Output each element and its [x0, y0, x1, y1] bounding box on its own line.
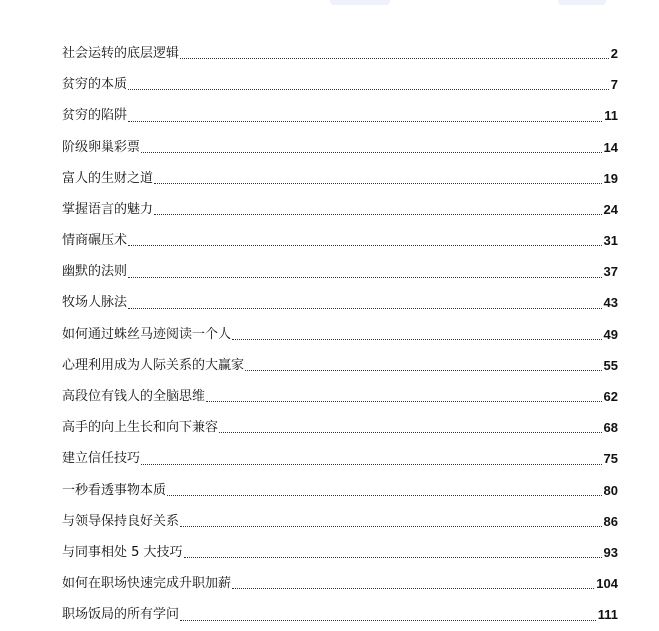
- toc-entry-page: 11: [604, 108, 618, 124]
- toc-entry-title: 一秒看透事物本质: [62, 482, 167, 498]
- toc-leader-dots: [184, 557, 602, 558]
- toc-entry-title: 牧场人脉法: [62, 295, 128, 311]
- toc-leader-dots: [245, 370, 602, 371]
- toc-entry-page: 43: [603, 295, 618, 311]
- toc-entry-page: 75: [603, 451, 618, 467]
- toc-entry-page: 62: [603, 389, 618, 405]
- toc-entry[interactable]: [62, 256, 618, 287]
- toc-entry-page: 86: [603, 513, 618, 529]
- toc-entry[interactable]: [62, 412, 618, 443]
- toc-leader-dots: [128, 245, 602, 246]
- toc-entry[interactable]: [62, 381, 618, 412]
- toc-entry[interactable]: [62, 163, 618, 194]
- toc-entry[interactable]: [62, 132, 618, 163]
- toc-entry-title: 社会运转的底层逻辑: [62, 45, 180, 61]
- toc-entry-title: 贫穷的本质: [62, 77, 128, 93]
- toc-leader-dots: [232, 339, 602, 340]
- toc-leader-dots: [180, 58, 609, 59]
- toc-entry-page: 31: [603, 233, 618, 249]
- toc-entry-page: 80: [603, 482, 618, 498]
- toc-entry-page: 14: [603, 139, 618, 155]
- toc-entry-page: 68: [603, 420, 618, 436]
- toc-leader-dots: [219, 432, 602, 433]
- toc-leader-dots: [141, 464, 602, 465]
- toc-entry[interactable]: [62, 194, 618, 225]
- toc-leader-dots: [167, 495, 602, 496]
- toc-entry[interactable]: [62, 225, 618, 256]
- toc-entry-page: 111: [597, 607, 618, 623]
- toc-entry-title: 幽默的法则: [62, 264, 128, 280]
- toc-entry-title: 阶级卵巢彩票: [62, 139, 141, 155]
- toc-leader-dots: [141, 152, 602, 153]
- toc-entry[interactable]: [62, 568, 618, 599]
- toc-entry[interactable]: [62, 100, 618, 131]
- table-of-contents: [62, 38, 618, 631]
- toc-entry-title: 如何在职场快速完成升职加薪: [62, 576, 232, 592]
- toc-entry-title: 高段位有钱人的全脑思维: [62, 389, 206, 405]
- toc-entry[interactable]: [62, 350, 618, 381]
- toc-entry-title: 掌握语言的魅力: [62, 201, 154, 217]
- top-tab-decoration: [330, 0, 390, 5]
- toc-entry[interactable]: [62, 599, 618, 630]
- toc-entry[interactable]: [62, 443, 618, 474]
- toc-entry-title: 情商碾压术: [62, 233, 128, 249]
- toc-leader-dots: [180, 526, 602, 527]
- toc-entry-page: 2: [610, 45, 618, 61]
- toc-entry-title: 富人的生财之道: [62, 170, 154, 186]
- toc-leader-dots: [206, 401, 602, 402]
- toc-entry-page: 24: [603, 201, 618, 217]
- toc-entry[interactable]: [62, 537, 618, 568]
- toc-leader-dots: [128, 89, 609, 90]
- toc-entry[interactable]: [62, 69, 618, 100]
- toc-entry-title: 与同事相处 5 大技巧: [62, 544, 183, 560]
- toc-leader-dots: [128, 308, 602, 309]
- toc-entry[interactable]: [62, 506, 618, 537]
- toc-leader-dots: [128, 277, 602, 278]
- toc-entry-title: 职场饭局的所有学问: [62, 607, 180, 623]
- toc-leader-dots: [232, 588, 594, 589]
- toc-entry-page: 19: [603, 170, 618, 186]
- top-tab-decoration: [558, 0, 606, 5]
- toc-entry-title: 如何通过蛛丝马迹阅读一个人: [62, 326, 232, 342]
- toc-entry[interactable]: [62, 288, 618, 319]
- toc-leader-dots: [154, 183, 602, 184]
- toc-entry-page: 93: [603, 544, 618, 560]
- toc-entry-title: 与领导保持良好关系: [62, 513, 180, 529]
- toc-entry[interactable]: [62, 319, 618, 350]
- toc-entry-title: 心理利用成为人际关系的大赢家: [62, 357, 245, 373]
- toc-leader-dots: [180, 620, 596, 621]
- toc-entry-title: 高手的向上生长和向下兼容: [62, 420, 219, 436]
- toc-entry-title: 贫穷的陷阱: [62, 108, 128, 124]
- toc-leader-dots: [128, 121, 602, 122]
- toc-entry-page: 55: [603, 357, 618, 373]
- toc-entry[interactable]: [62, 38, 618, 69]
- toc-entry-title: 建立信任技巧: [62, 451, 141, 467]
- toc-entry-page: 49: [603, 326, 618, 342]
- toc-entry-page: 37: [603, 264, 618, 280]
- toc-entry-page: 7: [610, 77, 618, 93]
- toc-leader-dots: [154, 214, 602, 215]
- toc-entry[interactable]: [62, 475, 618, 506]
- toc-entry-page: 104: [596, 576, 618, 592]
